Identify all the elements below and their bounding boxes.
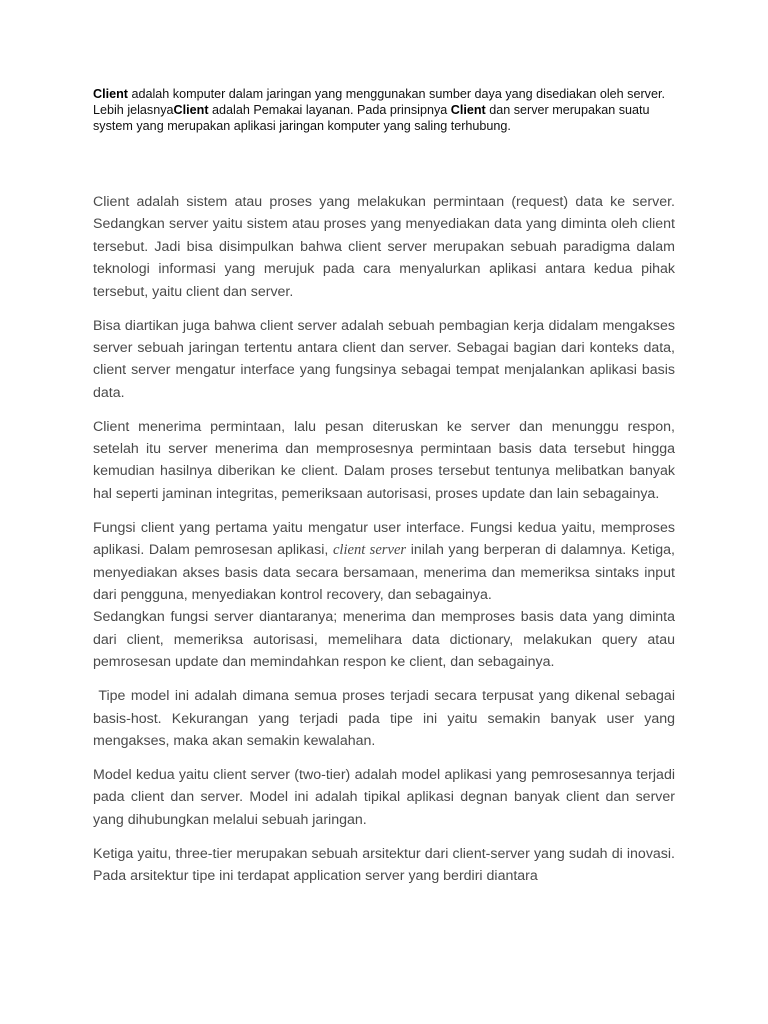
intro-term-client: Client xyxy=(93,87,128,101)
intro-term-client: Client xyxy=(173,103,209,117)
intro-text: dan server merupakan suatu system yang merupakan aplikasi jaringan komputer yang saling terhubung. xyxy=(93,103,650,133)
paragraph-server-functions: Sedangkan fungsi server diantaranya; menerima dan memproses basis data yang diminta dari client, memeriksa autorisasi, memelihara data dictionary, melakukan query atau pemrosesan update dan memindahkan respon ke client, dan sebagainya. xyxy=(93,609,675,671)
intro-paragraph xyxy=(93,86,673,134)
body-text xyxy=(93,191,679,887)
intro-term-client: Client xyxy=(450,103,486,117)
paragraph-work-division: Bisa diartikan juga bahwa client server adalah sebuah pembagian kerja didalam mengakses server sebuah jaringan tertentu antara client dan server. Sebagai bagian dari konteks data, client server mengatur interface yang fungsinya sebagai tempat menjalankan aplikasi basis data. xyxy=(93,317,675,401)
intro-text: adalah Pemakai layanan. Pada prinsipnya xyxy=(208,103,451,117)
paragraph-three-tier: Ketiga yaitu, three-tier merupakan sebuah arsitektur dari client-server yang sudah di inovasi. Pada arsitektur tipe ini terdapat application server yang berdiri diantara xyxy=(93,845,675,884)
paragraph-host-model: Tipe model ini adalah dimana semua proses terjadi secara terpusat yang dikenal sebagai basis-host. Kekurangan yang terjadi pada tipe ini yaitu semakin banyak user yang mengakses, maka akan semakin kewalahan. xyxy=(93,688,679,749)
paragraph-text: inilah yang berperan di dalamnya. Ketiga, menyediakan akses basis data secara bersamaan, menerima dan memeriksa sintaks input dari pengguna, menyediakan kontrol recovery, dan sebagainya. xyxy=(93,542,675,603)
intro-text: adalah komputer dalam jaringan yang menggunakan sumber daya yang disediakan oleh server. Lebih jelasnya xyxy=(93,87,665,117)
paragraph-client-definition: Client adalah sistem atau proses yang melakukan permintaan (request) data ke server. Sedangkan server yaitu sistem atau proses yang menyediakan data yang diminta oleh client tersebut. Jadi bisa disimpulkan bahwa client server merupakan sebuah paradigma dalam teknologi informasi yang merujuk pada cara menyalurkan aplikasi antara kedua pihak tersebut, yaitu client dan server. xyxy=(93,194,675,300)
paragraph-text: Fungsi client yang pertama yaitu mengatur user interface. Fungsi kedua yaitu, memproses aplikasi. Dalam pemrosesan aplikasi, xyxy=(93,519,675,559)
paragraph-client-functions xyxy=(93,517,675,607)
paragraph-two-tier: Model kedua yaitu client server (two-tier) adalah model aplikasi yang pemrosesannya terjadi pada client dan server. Model ini adalah tipikal aplikasi degnan banyak client dan server yang dihubungkan melalui sebuah jaringan. xyxy=(93,766,675,828)
italic-term: client server xyxy=(332,542,407,559)
paragraph-request-flow: Client menerima permintaan, lalu pesan diteruskan ke server dan menunggu respon, setelah itu server menerima dan memprosesnya permintaan basis data tersebut hingga kemudian hasilnya diberikan ke client. Dalam proses tersebut tentunya melibatkan banyak hal seperti jaminan integritas, pemeriksaan autorisasi, proses update dan lain sebagainya. xyxy=(93,418,675,502)
